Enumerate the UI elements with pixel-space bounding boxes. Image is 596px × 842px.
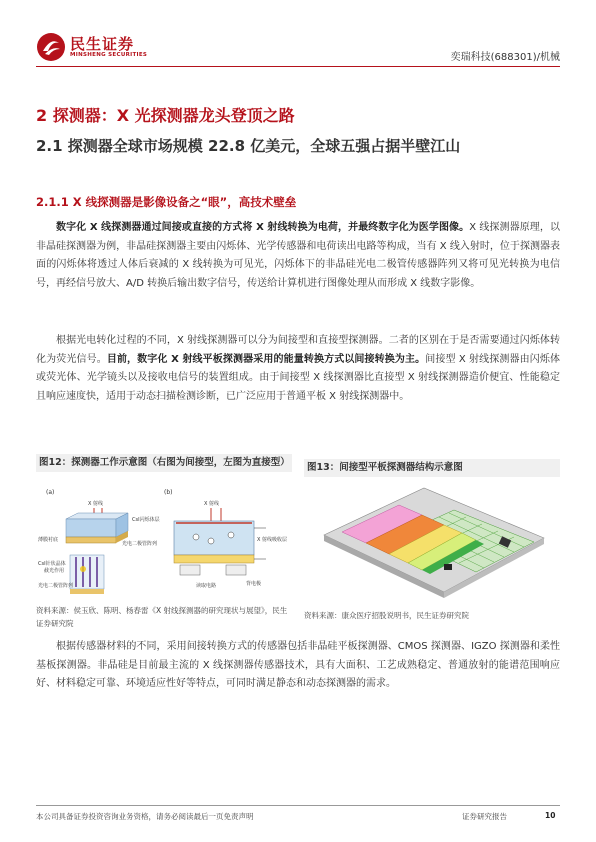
flat-panel-structure	[304, 480, 560, 604]
xray-a-label: X 射线	[88, 501, 104, 507]
xray-b-label: X 射线	[204, 501, 220, 507]
paragraph-3: 根据传感器材料的不同，采用间接转换方式的传感器包括非晶硅平板探测器、CMOS 探测器、IGZO 探测器和柔性基板探测器。非晶硅是目前最主流的 X 线探测器传感器技术，具有大面积、工艺成熟稳定、普通放射的能谱范围响应好、材料稳定可靠、环境适应性好等特点，可同时满足静态和动态探测器的需求。	[36, 641, 560, 690]
photodiode-a-label: 光电二极管阵列	[122, 541, 158, 547]
brand-logo	[36, 30, 156, 70]
paragraph-2	[36, 332, 560, 406]
minsheng-logo-icon	[36, 32, 66, 62]
paragraph-1	[36, 219, 560, 293]
panel-b-label: (b)	[164, 489, 173, 496]
subsection-heading: 2.1 探测器全球市场规模 22.8 亿美元，全球五强占据半壁江山	[36, 137, 461, 155]
paragraph-2-bold: 目前，数字化 X 射线平板探测器采用的能量转换方式以间接转换为主。	[106, 353, 426, 365]
figure-13-title: 图13：间接型平板探测器结构示意图	[304, 459, 560, 477]
footer-disclaimer: 本公司具备证券投资咨询业务资格，请务必阅读最后一页免责声明	[36, 812, 254, 821]
brand-name-en: MINSHENG SECURITIES	[70, 52, 148, 58]
backplate-label: 背电极	[246, 581, 262, 587]
brand-name-cn: 民生证券	[70, 35, 135, 53]
figure-13-image	[304, 480, 560, 604]
panel-a-label: (a)	[46, 489, 55, 496]
detector-schematic	[36, 483, 292, 601]
thin-base-label: 薄膜衬底	[38, 537, 59, 543]
section-heading: 2 探测器：X 光探测器龙头登顶之路	[36, 106, 295, 125]
paragraph-1-bold: 数字化 X 线探测器通过间接或直接的方式将 X 射线转换为电荷，并最终数字化为医学图像。	[56, 222, 470, 233]
figure-12-title: 图12：探测器工作示意图（右图为间接型，左图为直接型）	[36, 454, 292, 472]
paragraph-2-text-a: 根据光电转化过程的不同，X 射线探测器可以分为间接型和直接型探测器。二者的区别在于是否需要通过闪烁体转化为荧光信号。	[36, 335, 560, 365]
paragraph-2-text-b: 间接型 X 射线探测器由闪烁体或荧光体、光学镜头以及接收电信号的装置组成。由于间接型 X 线探测器比直接型 X 射线探测器造价便宜、性能稳定且响应速度快，适用于动态扫描检测诊断，已广泛应用于普通平板 X 射线探测器中。	[36, 353, 560, 402]
paragraph-1-text: X 线探测器原理，以非晶硅探测器为例，非晶硅探测器主要由闪烁体、光学传感器和电荷读出电路等构成，当有 X 线入射时，位于探测器表面的闪烁体将透过人体后衰减的 X 线转换为可见光，闪烁体下的非晶硅光电二极管传感器阵列又将可见光转换为电信号，再经信号放大、A/D 转换后输出数字信号，传送给计算机进行图像处理从而形成 X 线数字影像。	[36, 222, 560, 289]
footer-report-type: 证券研究报告	[462, 812, 507, 821]
light-guide-label: 截光作用	[44, 568, 65, 574]
figure-12-source: 资料来源：侯玉欣、陈明、杨春雷《X 射线探测器的研究现状与展望》，民生证券研究院	[36, 606, 288, 628]
figure-12-image	[36, 483, 292, 601]
csi-needle-label: CsI针状晶体	[38, 561, 66, 567]
photodiode-a2-label: 光电二极管阵列	[38, 583, 74, 589]
header-divider	[36, 66, 560, 67]
readout-label: 读取电路	[196, 583, 217, 589]
company-ticker: 奕瑞科技(688301)/机械	[450, 52, 560, 63]
csi-label: CsI闪烁体层	[132, 517, 160, 523]
xray-absorb-label: X 射线吸收层	[257, 537, 288, 543]
figure-13-source: 资料来源：康众医疗招股说明书，民生证券研究院	[304, 611, 469, 620]
footer-divider	[36, 805, 560, 806]
subsubsection-heading: 2.1.1 X 线探测器是影像设备之“眼”，高技术壁垒	[36, 195, 297, 209]
page-number: 10	[545, 811, 556, 820]
